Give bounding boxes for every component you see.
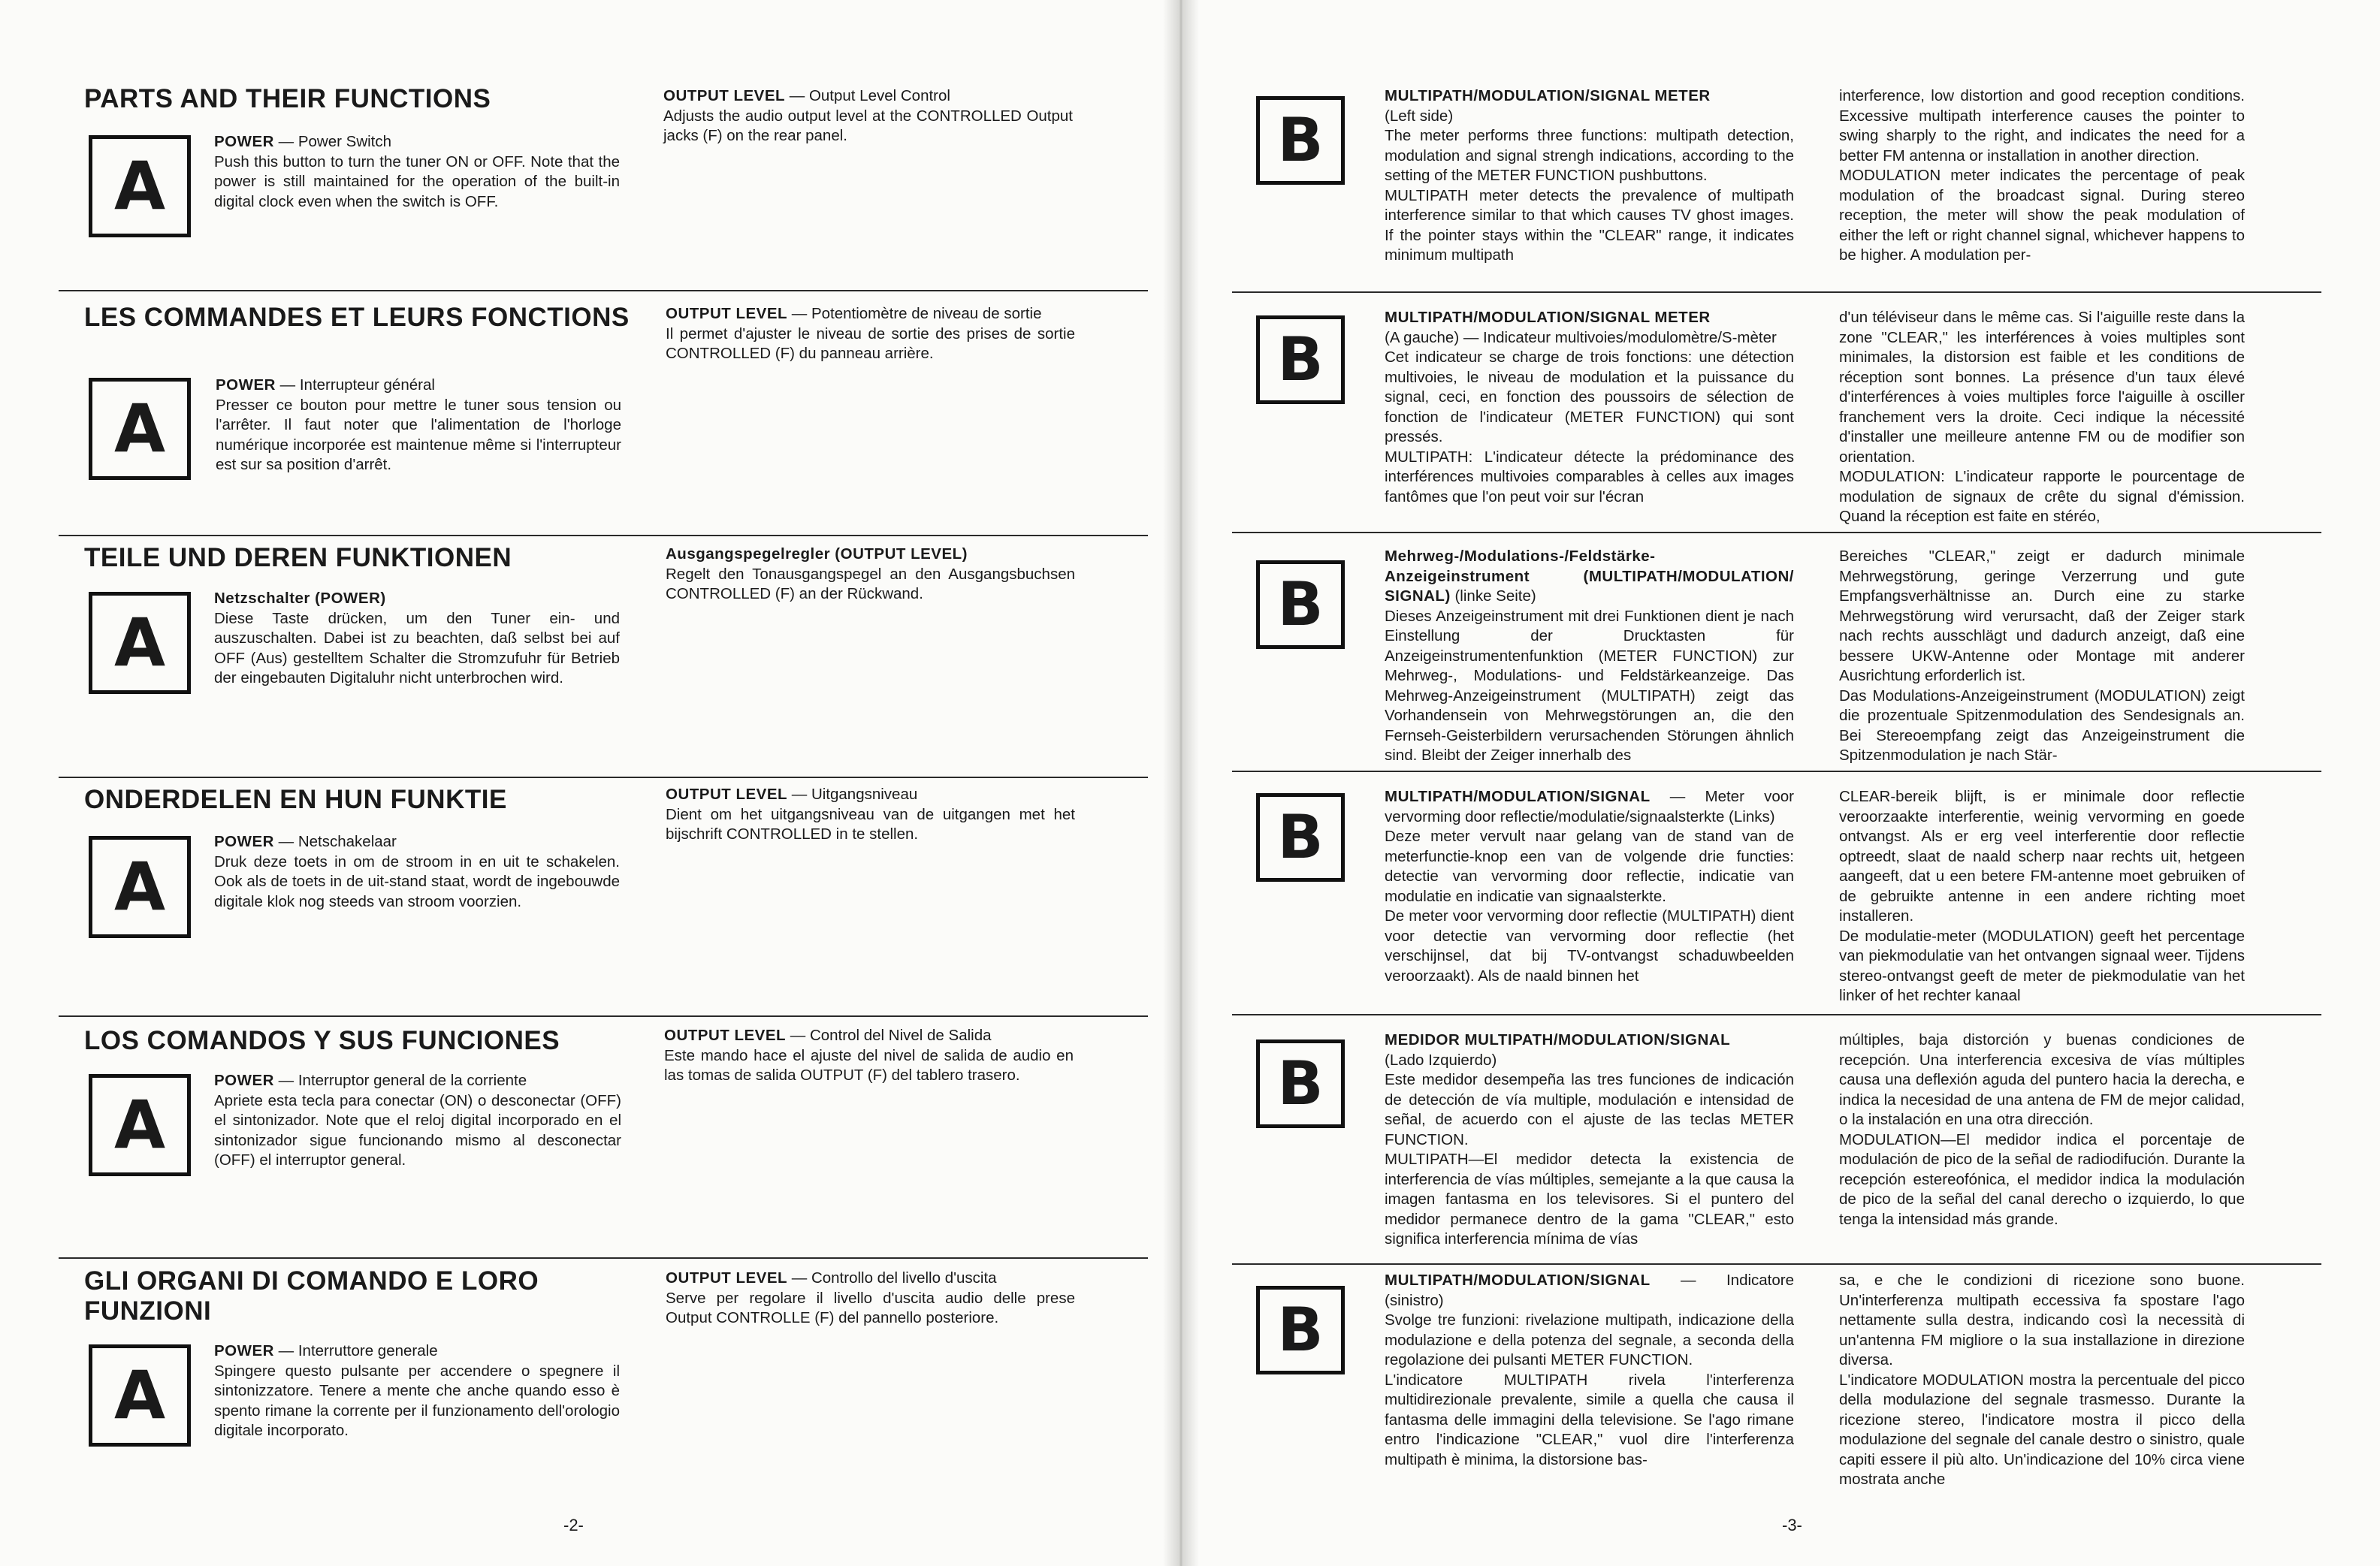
output-level-description-en: OUTPUT LEVEL — Output Level Control Adjusts the audio output level at the CONTROLLED Output jacks (F) on the rear panel.: [663, 87, 1073, 144]
section-divider: [59, 535, 1148, 536]
section-heading-en: PARTS AND THEIR FUNCTIONS: [84, 84, 491, 113]
power-description-it: POWER — Interruttore generale Spingere questo pulsante per accendere o spegnere il sintonizzatore. Tenere a mente che anche quando esso è spento rimane la corrente per il funzionamento dell'orologio digitale incorporato.: [214, 1342, 620, 1439]
meter-description-it-continued: sa, e che le condizioni di ricezione sono buone. Un'interferenza multipath eccessiva fa spostare l'ago nettamente sulla destra, indicando così la necessità di un'antenna FM migliore o la sua installazione in direzione diversa. L'indicatore MODULATION mostra la percentuale del picco della modulazione del segnale trasmesso. Durante la ricezione stereo, l'indicatore mostra il picco della modulazione del segnale del canale destro o sinistro, quale capiti essere il più alto. Un'indicazione del 10% circa viene mostrata anche: [1839, 1272, 2245, 1488]
meter-description-en: MULTIPATH/MODULATION/SIGNAL METER (Left side) The meter performs three functions: multipath detection, modulation and signal strengh indications, according to the setting of the METER FUNCTION pushbuttons. MULTIPATH meter detects the prevalence of multipath interference similar to that which causes TV ghost images. If the pointer stays within the "CLEAR" range, it indicates minimum multipath: [1385, 87, 1794, 264]
section-heading-es: LOS COMANDOS Y SUS FUNCIONES: [84, 1026, 560, 1055]
section-divider: [59, 290, 1148, 291]
section-divider: [1232, 771, 2321, 772]
callout-box-b: B: [1256, 560, 1345, 649]
section-divider: [1232, 1263, 2321, 1265]
meter-description-fr-continued: d'un téléviseur dans le même cas. Si l'aiguille reste dans la zone "CLEAR," les interférences à voies multiples sont minimales, la distorsion est faible et les conditions de réception sont bonnes. La présence d'un taux élevé d'interférences à voies multiples force l'aiguille à osciller franchement vers la droite. Ceci indique la nécessité d'installer une meilleure antenne FM ou de modifier son orientation. MODULATION: L'indicateur rapporte le pourcentage de modulation de signaux de crête du signal d'émission. Quand la réception est faite en stéréo,: [1839, 309, 2245, 525]
callout-box-b: B: [1256, 1286, 1345, 1374]
meter-description-nl-continued: CLEAR-bereik blijft, is er minimale door reflectie veroorzaakte interferentie, weinig vervorming en goede ontvangst. Als er erg veel interferentie door reflectie optreedt, slaat de naald scherp naar rechts uit, hetgeen aangeeft, dat u een betere FM-antenne moet gebruiken of de gebruikte antenne in een andere richting moet installeren. De modulatie-meter (MODULATION) geeft het percentage van piekmodulatie van het ontvangen signaal weer. Tijdens stereo-ontvangst geeft de meter de piekmodulatie van het linker of het rechter kanaal: [1839, 788, 2245, 1004]
meter-description-nl: MULTIPATH/MODULATION/SIGNAL — Meter voor vervorming door reflectie/modulatie/signaalsterkte (Links) Deze meter vervult naar gelang van de stand van de meterfunctie-knop een van de volgende drie functies: detectie van vervorming door reflectie, indicatie van modulatie en indicatie van signaalsterkte. De meter voor vervorming door reflectie (MULTIPATH) dient voor detectie van vervorming door reflectie (het verschijnsel, dat bij TV-ontvangst schaduwbeelden veroorzaakt). Als de naald binnen het: [1385, 788, 1794, 985]
output-level-description-fr: OUTPUT LEVEL — Potentiomètre de niveau de sortie Il permet d'ajuster le niveau de sortie des prises de sortie CONTROLLED (F) du panneau arrière.: [666, 305, 1075, 362]
power-description-nl: POWER — Netschakelaar Druk deze toets in om de stroom in en uit te schakelen. Ook als de toets in de uit-stand staat, wordt de ingebouwde digitale klok nog steeds van stroom voorzien.: [214, 833, 620, 910]
page-number-left: -2-: [563, 1516, 584, 1534]
section-heading-nl: ONDERDELEN EN HUN FUNKTIE: [84, 785, 507, 814]
meter-description-it: MULTIPATH/MODULATION/SIGNAL — Indicatore (sinistro) Svolge tre funzioni: rivelazione multipath, indicazione della modulazione e della potenza del segnale, a seconda della regolazione dei pulsanti METER FUNCTION. L'indicatore MULTIPATH rivela l'interferenza multidirezionale prevalente, simile a quella che causa il fantasma delle immagini della televisione. Se l'ago rimane entro l'indicazione "CLEAR," vuol dire l'interferenza multipath è minima, la distorsione bas-: [1385, 1272, 1794, 1468]
output-level-description-it: OUTPUT LEVEL — Controllo del livello d'uscita Serve per regolare il livello d'uscita audio delle prese Output CONTROLLE (F) del pannello posteriore.: [666, 1269, 1075, 1326]
section-heading-de: TEILE UND DEREN FUNKTIONEN: [84, 543, 512, 572]
section-divider: [1232, 1014, 2321, 1015]
meter-description-es: MEDIDOR MULTIPATH/MODULATION/SIGNAL (Lado Izquierdo) Este medidor desempeña las tres funciones de indicación de detección de vía multiple, modulación e intensidad de señal, de acuerdo con el ajuste de las teclas METER FUNCTION. MULTIPATH—El medidor detecta la existencia de interferencia de vías múltiples, semejante a la que causa la imagen fantasma en los televisores. Si el puntero del medidor permanece dentro de la gama "CLEAR," esto significa interferencia mínima de vías: [1385, 1031, 1794, 1248]
callout-box-a: A: [89, 378, 191, 480]
section-heading-fr: LES COMMANDES ET LEURS FONCTIONS: [84, 303, 630, 332]
meter-description-es-continued: múltiples, baja distorción y buenas condiciones de recepción. Una interferencia excesiva de vías múltiples causa una deflexión aguda del puntero hacia la derecha, e indica la necesidad de una antena de FM de mejor calidad, o la instalación en una otra dirección. MODULATION—El medidor indica el porcentaje de modulación de pico de la señal de radiodifución. Durante la recepción estereofónica, el medidor indica la modulación de pico de la señal del canal derecho o izquierdo, lo que tenga la intensidad más grande.: [1839, 1031, 2245, 1228]
section-heading-it: GLI ORGANI DI COMANDO E LORO FUNZIONI: [84, 1266, 539, 1326]
meter-description-de-continued: Bereiches "CLEAR," zeigt er dadurch minimale Mehrwegstörung, geringe Verzerrung und gute Empfangsverhältnisse an. Durch eine zu starke Mehrwegstörung wird verursacht, daß der Zeiger stark nach rechts ausschlägt und dadurch anzeigt, daß eine bessere UKW-Antenne oder Montage mit anderer Ausrichtung erforderlich ist. Das Modulations-Anzeigeinstrument (MODULATION) zeigt die prozentuale Spitzenmodulation des Sendesignals an. Bei Stereoempfang zeigt das Anzeigeinstrument die Spitzenmodulation je nach Stär-: [1839, 548, 2245, 764]
meter-description-fr: MULTIPATH/MODULATION/SIGNAL METER (A gauche) — Indicateur multivoies/modulomètre/S-mèter Cet indicateur se charge de trois fonctions: une détection multivoies, le niveau de modulation et la puissance du signal, ceci, en fonction des poussoirs de sélection de fonction de l'indicateur (METER FUNCTION) qui sont pressés. MULTIPATH: L'indicateur détecte la prédominance des interférences multivoies comparables à celles aux images fantômes que l'on peut voir sur l'écran: [1385, 309, 1794, 505]
callout-box-a: A: [89, 836, 191, 938]
callout-box-b: B: [1256, 96, 1345, 185]
section-divider: [59, 1015, 1148, 1017]
callout-box-a: A: [89, 1074, 191, 1176]
meter-description-en-continued: interference, low distortion and good reception conditions. Excessive multipath interference causes the pointer to swing sharply to the right, and indicates the need for a better FM antenna or installation in another direction. MODULATION meter indicates the percentage of peak modulation of the broadcast signal. During stereo reception, the meter will show the peak modulation of either the left or right channel signal, whichever happens to be higher. A modulation per-: [1839, 87, 2245, 264]
power-description-fr: POWER — Interrupteur général Presser ce bouton pour mettre le tuner sous tension ou l'arrêter. Il faut noter que l'alimentation de l'horloge numérique incorporée est maintenue même si l'interrupteur est sur sa position d'arrêt.: [216, 376, 621, 473]
callout-box-b: B: [1256, 793, 1345, 882]
power-description-de: Netzschalter (POWER) Diese Taste drücken, um den Tuner ein- und auszuschalten. Dabei ist zu beachten, daß selbst bei auf OFF (Aus) gestelltem Schalter die Stromzufuhr für Betrieb der eingebauten Digitaluhr nicht unterbrochen wird.: [214, 590, 620, 686]
page-number-right: -3-: [1782, 1516, 1802, 1534]
output-level-description-es: OUTPUT LEVEL — Control del Nivel de Salida Este mando hace el ajuste del nivel de salida de audio en las tomas de salida OUTPUT (F) del tablero trasero.: [664, 1027, 1074, 1084]
section-divider: [59, 1257, 1148, 1259]
callout-box-b: B: [1256, 315, 1345, 404]
book-gutter: [1163, 0, 1199, 1566]
output-level-description-de: Ausgangspegelregler (OUTPUT LEVEL) Regelt den Tonausgangspegel an den Ausgangsbuchsen CONTROLLED (F) an der Rückwand.: [666, 545, 1075, 602]
section-divider: [59, 777, 1148, 778]
callout-box-a: A: [89, 135, 191, 237]
power-description-es: POWER — Interruptor general de la corriente Apriete esta tecla para conectar (ON) o desconectar (OFF) el sintonizador. Note que el reloj digital incorporado en el sintonizador sigue funcionando mismo al desconectar (OFF) el interruptor general.: [214, 1072, 621, 1169]
power-description-en: POWER — Power Switch Push this button to turn the tuner ON or OFF. Note that the power is still maintained for the operation of the built-in digital clock even when the switch is OFF.: [214, 133, 620, 210]
section-divider: [1232, 291, 2321, 293]
callout-box-a: A: [89, 592, 191, 694]
callout-box-b: B: [1256, 1039, 1345, 1128]
meter-description-de: Mehrweg-/Modulations-/Feldstärke-Anzeigeinstrument (MULTIPATH/MODULATION/ SIGNAL) (linke Seite) Dieses Anzeigeinstrument mit drei Funktionen dient je nach Einstellung der Drucktasten für Anzeigeinstrumentenfunktion (METER FUNCTION) zur Mehrweg-, Modulations- und Feldstärkeanzeige. Das Mehrweg-Anzeigeinstrument (MULTIPATH) zeigt das Vorhandensein von Mehrwegstörungen an, die den Fernseh-Geisterbildern verursachenden Störungen ähnlich sind. Bleibt der Zeiger innerhalb des: [1385, 548, 1794, 764]
output-level-description-nl: OUTPUT LEVEL — Uitgangsniveau Dient om het uitgangsniveau van de uitgangen met het bijschrift CONTROLLED in te stellen.: [666, 786, 1075, 843]
callout-box-a: A: [89, 1344, 191, 1447]
section-divider: [1232, 532, 2321, 533]
